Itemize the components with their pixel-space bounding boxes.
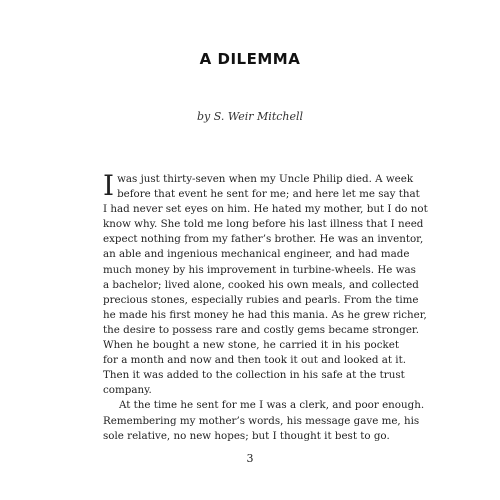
paragraph-1 [103, 169, 428, 398]
text-line: expect nothing from my father’s brother. He was an inventor, [103, 233, 424, 246]
text-line: he made his first money he had this mania. As he grew richer, [103, 308, 427, 321]
text-line: company. [103, 384, 152, 397]
text-line-content: At the time he sent for me I was a clerk, and poor enough. [119, 399, 425, 412]
text-line: Then it was added to the collection in his safe at the trust [103, 369, 405, 382]
text-line: was just thirty-seven when my Uncle Philip died. A week [117, 173, 414, 185]
text-line: know why. She told me long before his last illness that I need [103, 218, 424, 231]
text-line: When he bought a new stone, he carried it in his pocket [103, 339, 399, 352]
text-line: for a month and now and then took it out and looked at it. [103, 354, 406, 367]
chapter-title: A DILEMMA [199, 50, 301, 68]
drop-cap: I [103, 169, 115, 202]
page-number: 3 [246, 452, 254, 465]
text-line: the desire to possess rare and costly gems became stronger. [103, 323, 420, 336]
paragraph-2 [103, 398, 425, 443]
text-line: before that event he sent for me; and here let me say that [117, 188, 420, 201]
text-line [103, 398, 425, 413]
body-text [103, 169, 428, 444]
author-byline: by S. Weir Mitchell [196, 110, 304, 123]
text-line: precious stones, especially rubies and pearls. From the time [103, 293, 419, 306]
text-line: Remembering my mother’s words, his message gave me, his [103, 414, 420, 427]
text-line: sole relative, no new hopes; but I thought it best to go. [103, 429, 390, 442]
text-line: a bachelor; lived alone, cooked his own meals, and collected [103, 278, 419, 291]
text-line: I had never set eyes on him. He hated my mother, but I do not [103, 203, 428, 216]
text-line: much money by his improvement in turbine-wheels. He was [103, 263, 416, 276]
text-line: an able and ingenious mechanical engineer, and had made [103, 248, 410, 261]
